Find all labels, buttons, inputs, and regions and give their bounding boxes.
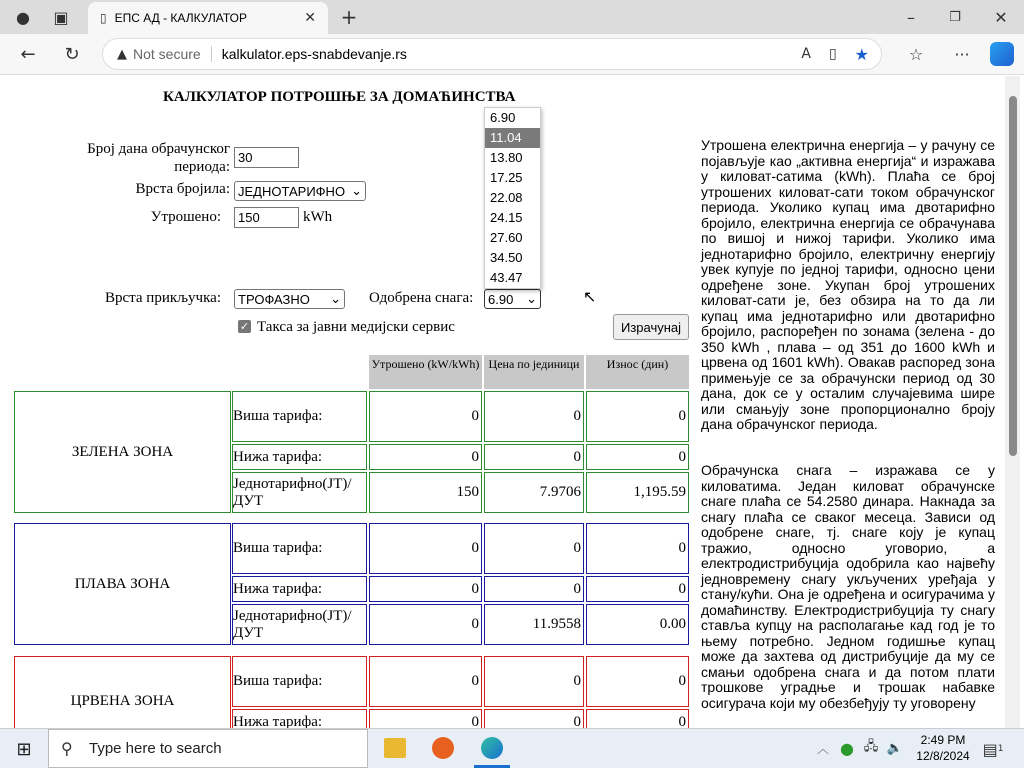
row-label: Виша тарифа: — [232, 656, 367, 707]
power-option[interactable]: 17.25 — [490, 170, 523, 185]
amount-value: 0 — [586, 444, 689, 470]
used-unit: kWh — [303, 209, 333, 225]
used-value: 0 — [369, 709, 482, 728]
search-icon: ⚲ — [61, 739, 73, 758]
unit-price-value: 0 — [484, 444, 584, 470]
tab-title: ЕПС АД - КАЛКУЛАТОР — [114, 11, 247, 25]
amount-value: 0 — [586, 709, 689, 728]
amount-value: 1,195.59 — [586, 472, 689, 513]
used-input[interactable] — [234, 207, 299, 228]
header-amount: Износ (дин) — [586, 355, 689, 389]
used-value: 0 — [369, 444, 482, 470]
restore-icon[interactable]: ❐ — [949, 9, 961, 25]
network-icon[interactable]: 🖧 — [863, 739, 879, 754]
chevron-down-icon: ⌄ — [526, 291, 537, 306]
unit-price-value: 0 — [484, 656, 584, 707]
new-tab-icon[interactable]: + — [340, 5, 358, 29]
minimize-icon[interactable]: – — [907, 7, 915, 27]
mouse-cursor-icon: ↖ — [583, 287, 597, 306]
zone-name: ЦРВЕНА ЗОНА — [14, 656, 231, 728]
amount-value: 0 — [586, 576, 689, 602]
row-label: Нижа тарифа: — [232, 709, 367, 728]
url-text[interactable]: kalkulator.eps-snabdevanje.rs — [221, 46, 407, 62]
search-placeholder: Type here to search — [89, 740, 222, 757]
power-option[interactable]: 43.47 — [490, 270, 523, 285]
row-label: Једнотарифно(ЈТ)/ДУТ — [232, 604, 367, 645]
days-input[interactable] — [234, 147, 299, 168]
row-label: Нижа тарифа: — [232, 444, 367, 470]
tax-checkbox[interactable]: ✓ — [239, 320, 250, 333]
calculate-button[interactable]: Израчунај — [613, 314, 689, 340]
power-option[interactable]: 13.80 — [490, 150, 523, 165]
taskbar-search[interactable] — [48, 729, 368, 768]
power-value: 6.90 — [488, 291, 514, 307]
power-dropdown-list[interactable] — [484, 107, 541, 289]
used-label: Утрошено: — [150, 209, 221, 225]
read-aloud-icon[interactable]: A — [801, 46, 811, 62]
time: 2:49 PM — [920, 733, 966, 747]
used-value: 0 — [369, 656, 482, 707]
used-value: 0 — [369, 576, 482, 602]
security-label[interactable]: Not secure — [133, 46, 212, 62]
days-label: Број дана обрачунског периода: — [87, 141, 230, 175]
row-label: Једнотарифно(ЈТ)/ДУТ — [232, 472, 367, 513]
connection-select[interactable] — [234, 289, 345, 309]
power-option[interactable]: 6.90 — [490, 110, 516, 125]
more-icon[interactable]: ··· — [954, 44, 970, 64]
used-value: 0 — [369, 391, 482, 442]
browser-tab[interactable] — [88, 2, 328, 34]
tab-actions-icon[interactable]: ▣ — [53, 7, 69, 27]
unit-price-value: 0 — [484, 391, 584, 442]
notification-count: 1 — [997, 744, 1004, 754]
amount-value: 0 — [586, 656, 689, 707]
used-value: 0 — [369, 523, 482, 574]
header-price: Цена по јединици — [484, 355, 584, 389]
warning-icon[interactable]: ▲ — [117, 46, 127, 62]
windows-start-icon[interactable]: ⊞ — [16, 738, 32, 760]
row-label: Нижа тарифа: — [232, 576, 367, 602]
meter-label: Врста бројила: — [135, 181, 230, 197]
meter-select[interactable] — [234, 181, 366, 201]
meter-value: ЈЕДНОТАРИФНО — [238, 183, 346, 199]
zone-name: ПЛАВА ЗОНА — [14, 523, 231, 645]
scrollbar-thumb[interactable] — [1009, 96, 1017, 456]
page-icon: ▯ — [100, 11, 107, 25]
unit-price-value: 11.9558 — [484, 604, 584, 645]
file-explorer-icon[interactable] — [384, 738, 406, 758]
page-title: КАЛКУЛАТОР ПОТРОШЊЕ ЗА ДОМАЋИНСТВА — [163, 89, 516, 105]
back-icon[interactable]: ← — [20, 43, 36, 65]
used-value: 150 — [369, 472, 482, 513]
refresh-icon[interactable]: ↻ — [64, 43, 80, 65]
row-label: Виша тарифа: — [232, 523, 367, 574]
unit-price-value: 0 — [484, 523, 584, 574]
row-label: Виша тарифа: — [232, 391, 367, 442]
unit-price-value: 0 — [484, 709, 584, 728]
date: 12/8/2024 — [916, 749, 970, 763]
power-option[interactable]: 27.60 — [490, 230, 523, 245]
clock[interactable] — [912, 732, 974, 764]
tax-label: Такса за јавни медијски сервис — [257, 319, 455, 335]
copilot-icon[interactable] — [990, 42, 1014, 66]
profile-icon[interactable]: ● — [16, 7, 30, 27]
notifications-icon[interactable]: ▤ 1 — [982, 739, 1004, 759]
unit-price-value: 7.9706 — [484, 472, 584, 513]
connection-label: Врста прикључка: — [105, 290, 221, 306]
chevron-down-icon: ⌄ — [351, 183, 362, 198]
user-tray-icon[interactable]: ● — [840, 738, 854, 758]
used-value: 0 — [369, 604, 482, 645]
favorite-star-icon[interactable]: ★ — [854, 44, 869, 64]
power-select[interactable] — [484, 289, 541, 309]
info-energy-text: Утрошена електрична енергија – у рачуну се појављује као „активна енергија“ и изражава у киловат-сатима (kWh). Плаћа се број утрошених киловат-сати током обрачунског периода. Уколико купац има двотарифно бројило, електрична енергија се обрачунава по вишој и нижој тарифи. Уколико има једнотарифно бројило, електричну енергију увек купује по једној тарифи, односно цени одређене зоне. Укупан број утрошених киловат-сати је, без обзира на то да ли купац има једнотарифно или двотарифно бројило, распоређен по зонама (зелена - до 350 kWh , плава – од 351 до 1600 kWh и црвена од 1601 kWh). Овакав распоред зона примењује се за обрачунски период од 30 дана, док се у осталим случајевима шире или смањују зоне пропорционално броју дана обрачунског периода. — [701, 137, 995, 432]
amount-value: 0 — [586, 391, 689, 442]
favorites-icon[interactable]: ☆ — [908, 44, 924, 64]
power-label: Одобрена снага: — [369, 290, 474, 306]
amount-value: 0 — [586, 523, 689, 574]
immersive-reader-icon[interactable]: ▯ — [828, 46, 837, 62]
power-option[interactable]: 11.04 — [485, 128, 540, 148]
power-option[interactable]: 24.15 — [490, 210, 523, 225]
power-option[interactable]: 34.50 — [490, 250, 523, 265]
edge-icon[interactable] — [481, 737, 503, 759]
info-power-text: Обрачунска снага – изражава се у киловатима. Један киловат обрачунске снаге плаћа се 54.2580 динара. Накнада за снагу плаћа се сваког месеца. Зависи од одобрене снаге, тј. снаге коју је купац тражио, односно уговорио, а електродистрибуција одобрила као највећу једновремену снагу укључених уређаја у стану/кући. Она је одређена и осигурачима у домаћинству. Електродистрибуција ту снагу ставља купцу на располагање кад год је то њему потребно. Једном годишње купац може да захтева од дистрибуције да му се смањи одобрена снага и да потом плати трошкове уградње и трошак набавке осигурача који му обезбеђују ту уговорену — [701, 462, 995, 711]
address-bar[interactable] — [102, 38, 882, 70]
power-option[interactable]: 22.08 — [490, 190, 523, 205]
close-window-icon[interactable]: ✕ — [994, 7, 1008, 27]
volume-icon[interactable]: 🔈 — [886, 740, 904, 756]
close-tab-icon[interactable]: ✕ — [304, 10, 316, 26]
unit-price-value: 0 — [484, 576, 584, 602]
chevron-down-icon: ⌄ — [330, 291, 341, 306]
zone-name: ЗЕЛЕНА ЗОНА — [14, 391, 231, 513]
firefox-icon[interactable] — [432, 737, 454, 759]
header-used: Утрошено (kW/kWh) — [369, 355, 482, 389]
connection-value: ТРОФАЗНО — [238, 291, 310, 307]
chevron-up-icon[interactable]: ︿ — [816, 741, 829, 756]
amount-value: 0.00 — [586, 604, 689, 645]
